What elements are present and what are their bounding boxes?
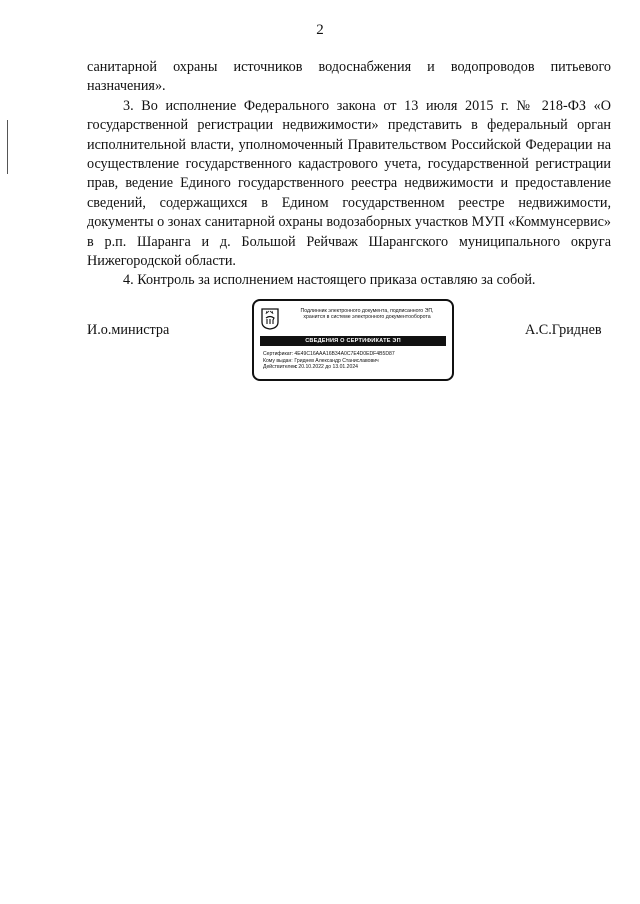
page-number: 2 xyxy=(316,22,324,38)
issued-to-label: Кому выдан: xyxy=(263,357,293,364)
stamp-header xyxy=(284,308,450,321)
validity-value: с 20.10.2022 до 13.01.2024 xyxy=(294,364,359,371)
certificate-value: 4E49C16AAA16B34A0C7E4D0EDF4B5D87 xyxy=(294,351,395,357)
issued-to-value: Гриднев Александр Станиславович xyxy=(294,357,379,364)
paragraph-continuation: санитарной охраны источников водоснабжения и водопроводов питьевого назначения». xyxy=(87,59,611,95)
deer-emblem-icon xyxy=(261,308,279,330)
document-body xyxy=(87,58,611,291)
signer-title: И.о.министра xyxy=(87,322,170,338)
electronic-signature-stamp xyxy=(252,299,454,381)
validity-label: Действителен: xyxy=(263,364,298,371)
stamp-details xyxy=(263,351,449,371)
certificate-label: Сертификат: xyxy=(263,351,294,357)
validity-row xyxy=(263,364,449,371)
stamp-header-line-1: Подлинник электронного документа, подписанного ЭП, xyxy=(300,308,434,314)
margin-mark xyxy=(7,120,8,174)
paragraph-item-3: 3. Во исполнение Федерального закона от 13 июля 2015 г. № 218-ФЗ «О государственной регистрации недвижимости» представить в федеральный орган исполнительной власти, уполномоченный Правительством Российской Федерации на осуществление государственного кадастрового учета, государственной регистрации прав, ведение Единого государственного реестра недвижимости и предоставление сведений, содержащихся в Едином государственном реестре недвижимости, документы о зонах санитарной охраны водозаборных участков МУП «Коммунсервис» в р.п. Шаранга и д. Большой Рейчваж Шарангского муниципального округа Нижегородской области. xyxy=(87,97,611,270)
certificate-row xyxy=(263,351,449,358)
stamp-header-line-2: хранится в системе электронного документооборота xyxy=(303,314,431,321)
stamp-title-bar: СВЕДЕНИЯ О СЕРТИФИКАТЕ ЭП xyxy=(260,336,446,346)
signer-name: А.С.Гриднев xyxy=(525,322,602,338)
paragraph-item-4: 4. Контроль за исполнением настоящего приказа оставляю за собой. xyxy=(123,272,536,289)
